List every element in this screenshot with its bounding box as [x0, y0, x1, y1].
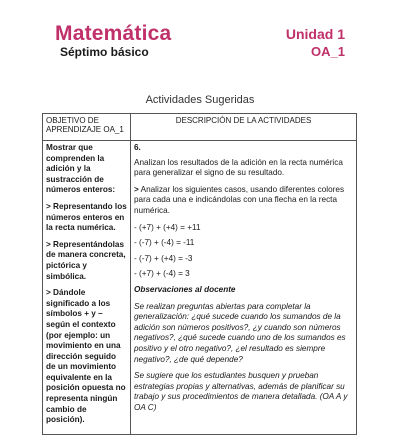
instruction-marker: >	[134, 184, 139, 194]
level-subtitle: Séptimo básico	[60, 45, 149, 59]
objective-intro: Mostrar que comprenden la adición y la sustracción de números enteros:	[46, 143, 116, 195]
cases-list	[134, 223, 353, 280]
unit-label: Unidad 1	[285, 26, 345, 42]
activity-paragraph: Analizan los resultados de la adición en la recta numérica para generalizar el signo de su resultado.	[134, 157, 343, 178]
objective-item: > Dándole significado a los símbolos + y – según el contexto (por ejemplo: un movimiento en una dirección seguido de un movimiento equivalente en la posición opuesta no representa ningún cambio de posición).	[46, 288, 126, 425]
description-column-header: DESCRIPCIÓN DE LA ACTIVIDADES	[131, 114, 357, 141]
observations-heading: Observaciones al docente	[134, 284, 236, 294]
list-item: - (-7) + (+4) = -3	[134, 253, 193, 263]
objective-cell	[43, 141, 131, 435]
activity-instruction	[134, 185, 353, 217]
activity-number: 6.	[134, 143, 141, 152]
objective-item: > Representándolas de manera concreta, pictórica y simbólica.	[46, 239, 126, 281]
oa-label: OA_1	[311, 44, 345, 59]
list-item: - (+7) + (-4) = 3	[134, 269, 190, 279]
objective-item: > Representando los números enteros en la recta numérica.	[46, 201, 127, 233]
observation-paragraph: Se realizan preguntas abiertas para completar la generalización: ¿qué sucede cuando los sumandos de la adición son números positivos?, ¿y cuando son números negativos?, ¿qué sucede cuando uno de los sumandos es positivo y el otro negativo?, ¿el resultado es siempre negativo?, ¿de qué depende?	[134, 301, 346, 364]
subject-title: Matemática	[55, 22, 172, 45]
instruction-text: Analizar los siguientes casos, usando diferentes colores para cada una e indicándolas con una flecha en la recta numérica.	[134, 184, 345, 215]
description-cell	[131, 141, 357, 435]
objective-column-header: OBJETIVO DE APRENDIZAJE OA_1	[43, 114, 131, 141]
list-item: - (+7) + (+4) = +11	[134, 222, 201, 232]
observation-paragraph: Se sugiere que los estudiantes busquen y prueban estrategias propias y alternativas, además de planificar su trabajo y sus procedimientos de manera detallada. (OA A y OA C)	[134, 371, 348, 412]
section-title: Actividades Sugeridas	[145, 94, 255, 106]
list-item: - (-7) + (-4) = -11	[134, 238, 195, 248]
table-header-row	[43, 114, 357, 141]
activities-table	[42, 113, 357, 435]
table-row	[43, 141, 357, 435]
